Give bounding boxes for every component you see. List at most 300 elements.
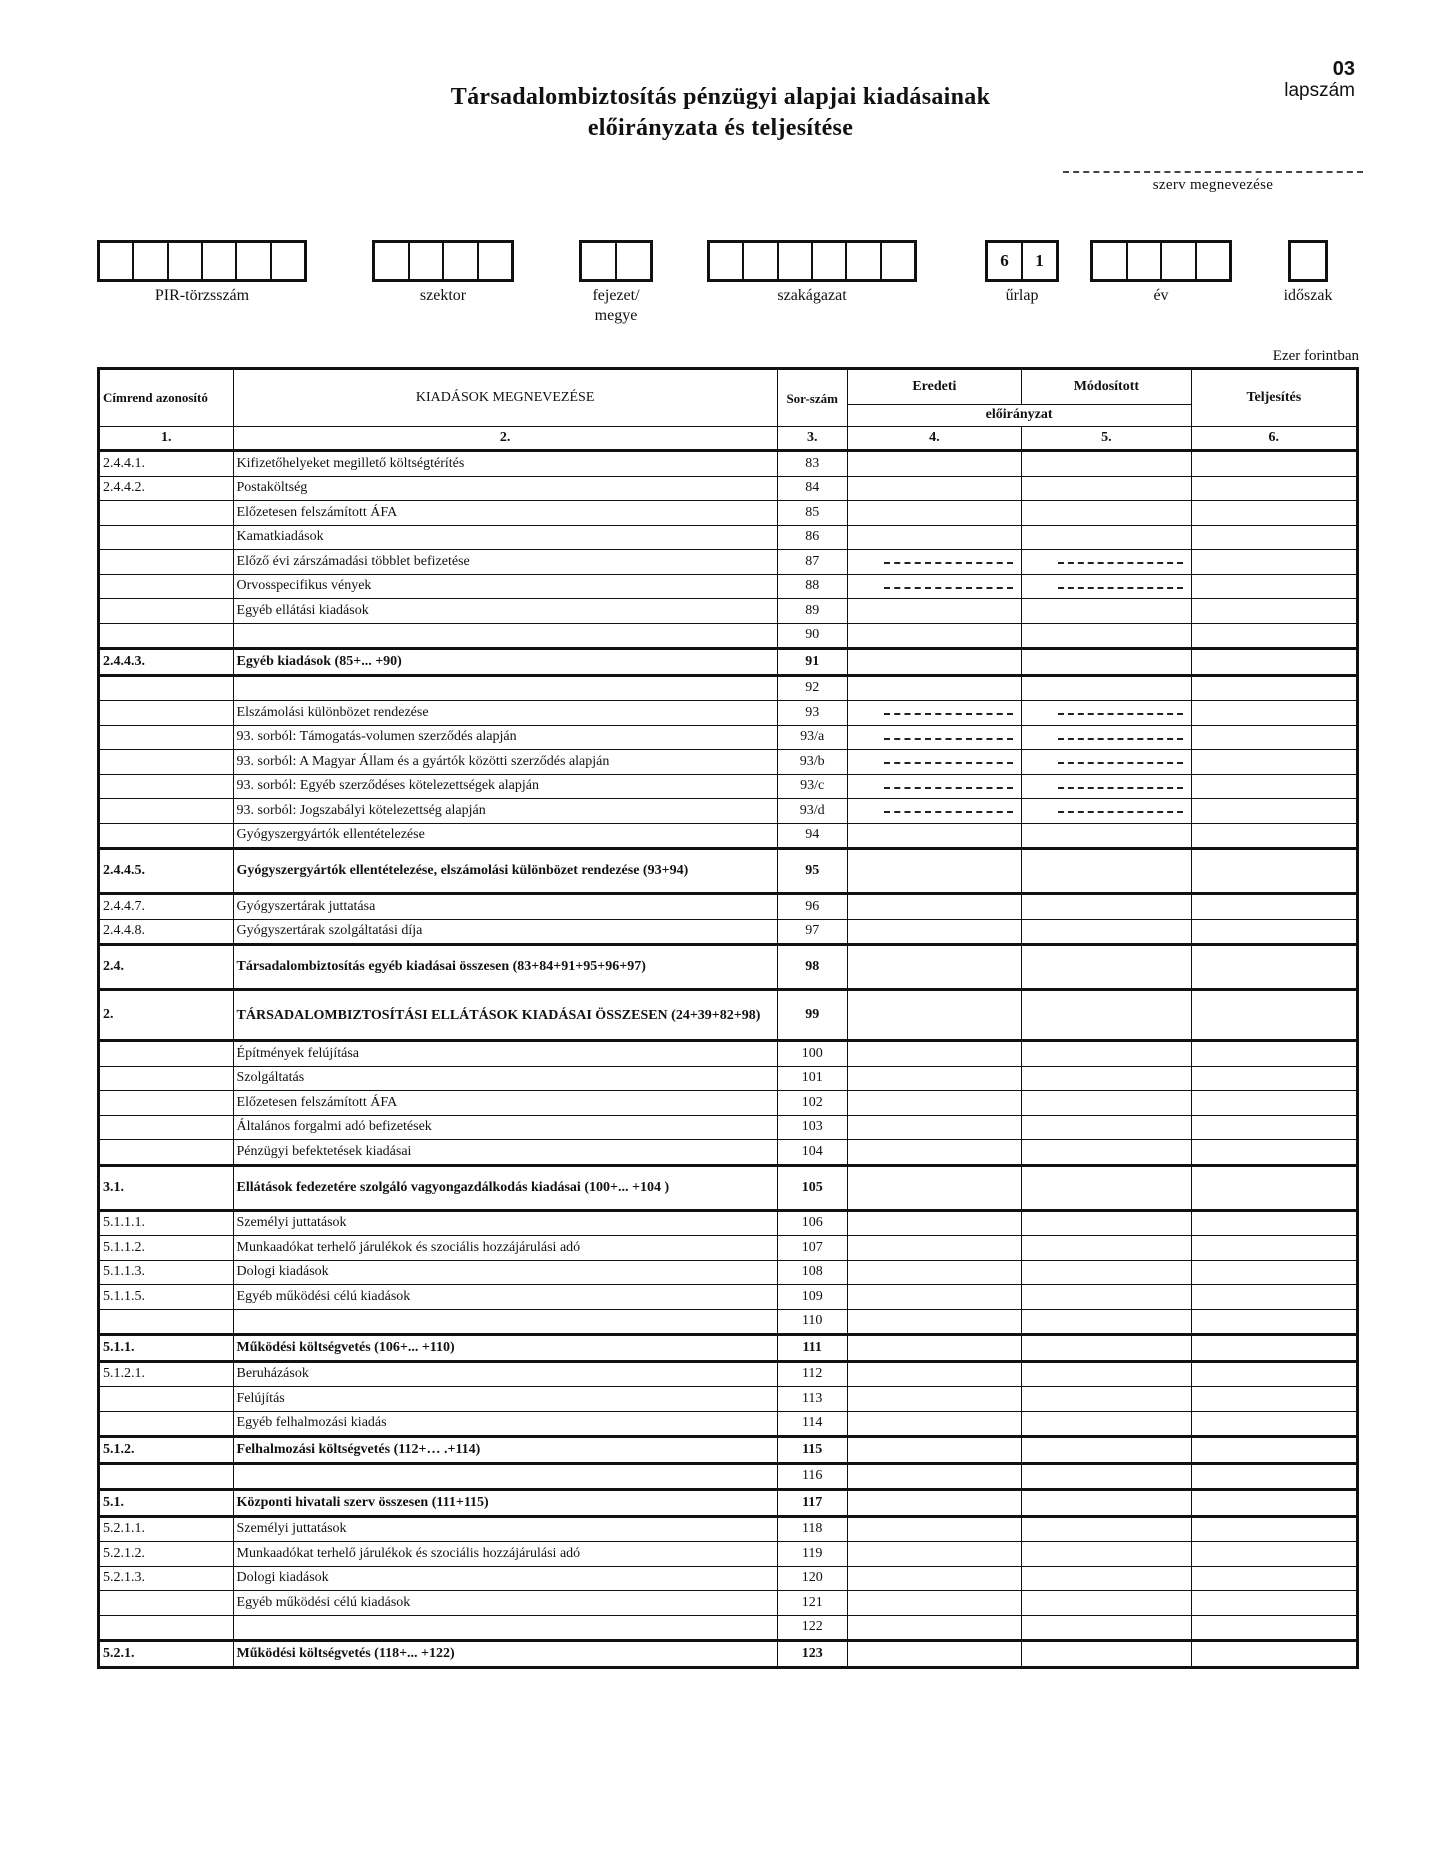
table-row: [99, 649, 1358, 676]
fulfilment-value-cell[interactable]: [1191, 1490, 1357, 1517]
fulfilment-value-cell[interactable]: [1191, 1165, 1357, 1210]
table-row: [99, 1641, 1358, 1668]
digit-box[interactable]: [1093, 243, 1126, 279]
row-id: [99, 1615, 234, 1641]
row-number: 93/d: [777, 799, 847, 824]
original-value-cell[interactable]: [847, 1387, 1022, 1412]
header-col-id: Címrend azonosító: [99, 369, 234, 427]
column-number: 5.: [1022, 427, 1191, 451]
fulfilment-value-cell[interactable]: [1191, 501, 1357, 526]
modified-value-cell[interactable]: [1022, 1335, 1191, 1362]
original-value-cell[interactable]: [847, 1516, 1022, 1542]
row-name: Egyéb működési célú kiadások: [233, 1591, 777, 1616]
table-row: [99, 1361, 1358, 1387]
table-row: [99, 1115, 1358, 1140]
modified-value-cell: [1022, 725, 1191, 750]
modified-value-cell: [1022, 550, 1191, 575]
modified-value-cell[interactable]: [1022, 1041, 1191, 1067]
row-name: Működési költségvetés (106+... +110): [233, 1335, 777, 1362]
row-name: Dologi kiadások: [233, 1260, 777, 1285]
row-id: [99, 1041, 234, 1067]
fulfilment-value-cell[interactable]: [1191, 1361, 1357, 1387]
modified-value-cell[interactable]: [1022, 599, 1191, 624]
original-value-cell[interactable]: [847, 623, 1022, 649]
row-id: 5.2.1.1.: [99, 1516, 234, 1542]
fulfilment-value-cell[interactable]: [1191, 574, 1357, 599]
fulfilment-value-cell[interactable]: [1191, 1236, 1357, 1261]
original-value-cell: [847, 774, 1022, 799]
fulfilment-value-cell[interactable]: [1191, 823, 1357, 849]
chapter-boxes[interactable]: [579, 240, 653, 282]
modified-value-cell[interactable]: [1022, 1490, 1191, 1517]
original-value-cell[interactable]: [847, 1591, 1022, 1616]
row-id: 2.4.: [99, 945, 234, 990]
organization-name-field[interactable]: [1063, 171, 1363, 194]
row-id: 5.2.1.3.: [99, 1566, 234, 1591]
table-row: [99, 1566, 1358, 1591]
table-row: [99, 701, 1358, 726]
column-number: 3.: [777, 427, 847, 451]
modified-value-cell: [1022, 750, 1191, 775]
row-number: 96: [777, 894, 847, 920]
table-row: [99, 675, 1358, 701]
modified-value-cell[interactable]: [1022, 623, 1191, 649]
column-number: 2.: [233, 427, 777, 451]
row-id: [99, 599, 234, 624]
original-value-cell[interactable]: [847, 919, 1022, 945]
original-value-cell[interactable]: [847, 945, 1022, 990]
row-id: [99, 1463, 234, 1490]
digit-box[interactable]: [845, 243, 879, 279]
modified-value-cell[interactable]: [1022, 1066, 1191, 1091]
original-value-cell[interactable]: [847, 1411, 1022, 1437]
original-value-cell[interactable]: [847, 501, 1022, 526]
row-name: [233, 1615, 777, 1641]
row-number: 118: [777, 1516, 847, 1542]
fulfilment-value-cell[interactable]: [1191, 525, 1357, 550]
fulfilment-value-cell[interactable]: [1191, 894, 1357, 920]
digit-box[interactable]: [132, 243, 166, 279]
row-number: 115: [777, 1437, 847, 1464]
identifier-row: [0, 240, 1441, 330]
digit-box[interactable]: [442, 243, 477, 279]
year-boxes[interactable]: [1090, 240, 1232, 282]
row-name: Felújítás: [233, 1387, 777, 1412]
modified-value-cell[interactable]: [1022, 525, 1191, 550]
fulfilment-value-cell[interactable]: [1191, 550, 1357, 575]
row-number: 104: [777, 1140, 847, 1166]
digit-box[interactable]: [375, 243, 408, 279]
table-row: [99, 1309, 1358, 1335]
original-value-cell[interactable]: [847, 476, 1022, 501]
row-id: [99, 525, 234, 550]
row-name: Elszámolási különbözet rendezése: [233, 701, 777, 726]
row-id: 5.1.1.5.: [99, 1285, 234, 1310]
column-number: 6.: [1191, 427, 1357, 451]
row-id: [99, 701, 234, 726]
modified-value-cell[interactable]: [1022, 649, 1191, 676]
row-id: [99, 1591, 234, 1616]
original-value-cell[interactable]: [847, 1437, 1022, 1464]
row-id: [99, 823, 234, 849]
period-boxes[interactable]: [1288, 240, 1328, 282]
modified-value-cell[interactable]: [1022, 501, 1191, 526]
modified-value-cell[interactable]: [1022, 990, 1191, 1041]
row-number: 109: [777, 1285, 847, 1310]
row-name: Általános forgalmi adó befizetések: [233, 1115, 777, 1140]
fulfilment-value-cell[interactable]: [1191, 1260, 1357, 1285]
fulfilment-value-cell[interactable]: [1191, 990, 1357, 1041]
modified-value-cell[interactable]: [1022, 945, 1191, 990]
row-number: 93/a: [777, 725, 847, 750]
title-line-1: Társadalombiztosítás pénzügyi alapjai kiadásainak: [450, 84, 991, 110]
row-id: 2.4.4.7.: [99, 894, 234, 920]
modified-value-cell[interactable]: [1022, 1566, 1191, 1591]
original-value-cell[interactable]: [847, 599, 1022, 624]
modified-value-cell[interactable]: [1022, 1641, 1191, 1668]
fulfilment-value-cell[interactable]: [1191, 1285, 1357, 1310]
modified-value-cell[interactable]: [1022, 1542, 1191, 1567]
branch-label: szakágazat: [777, 287, 847, 304]
original-value-cell[interactable]: [847, 1641, 1022, 1668]
modified-value-cell[interactable]: [1022, 894, 1191, 920]
fulfilment-value-cell[interactable]: [1191, 1091, 1357, 1116]
fulfilment-value-cell[interactable]: [1191, 1210, 1357, 1236]
original-value-cell[interactable]: [847, 451, 1022, 477]
fulfilment-value-cell[interactable]: [1191, 476, 1357, 501]
sector-boxes[interactable]: [372, 240, 514, 282]
row-number: 116: [777, 1463, 847, 1490]
original-value-cell[interactable]: [847, 1066, 1022, 1091]
header-col-fulfilment: Teljesítés: [1191, 369, 1357, 427]
digit-box[interactable]: [582, 243, 615, 279]
row-number: 94: [777, 823, 847, 849]
table-row: [99, 525, 1358, 550]
row-number: 122: [777, 1615, 847, 1641]
row-name: Társadalombiztosítás egyéb kiadásai összesen (83+84+91+95+96+97): [233, 945, 777, 990]
row-id: 5.1.2.1.: [99, 1361, 234, 1387]
expenditure-table: [97, 367, 1359, 1669]
table-row: [99, 750, 1358, 775]
table-row: [99, 1615, 1358, 1641]
row-name: Egyéb felhalmozási kiadás: [233, 1411, 777, 1437]
year-group: [1090, 240, 1232, 306]
fulfilment-value-cell[interactable]: [1191, 1463, 1357, 1490]
modified-value-cell[interactable]: [1022, 1463, 1191, 1490]
digit-box[interactable]: [167, 243, 201, 279]
row-number: 90: [777, 623, 847, 649]
row-name: Gyógyszergyártók ellentételezése: [233, 823, 777, 849]
row-id: [99, 750, 234, 775]
header-appropriation: előirányzat: [847, 404, 1191, 426]
original-value-cell[interactable]: [847, 1041, 1022, 1067]
modified-value-cell[interactable]: [1022, 1591, 1191, 1616]
digit-box[interactable]: [880, 243, 914, 279]
original-value-cell[interactable]: [847, 1236, 1022, 1261]
original-value-cell[interactable]: [847, 649, 1022, 676]
fulfilment-value-cell[interactable]: [1191, 1066, 1357, 1091]
fulfilment-value-cell[interactable]: [1191, 919, 1357, 945]
digit-box[interactable]: [235, 243, 269, 279]
row-name: Előző évi zárszámadási többlet befizetése: [233, 550, 777, 575]
row-id: [99, 550, 234, 575]
digit-box[interactable]: [201, 243, 235, 279]
row-name: Egyéb működési célú kiadások: [233, 1285, 777, 1310]
row-name: Beruházások: [233, 1361, 777, 1387]
row-number: 92: [777, 675, 847, 701]
row-id: [99, 1309, 234, 1335]
organization-name-line: [1063, 171, 1363, 173]
row-number: 119: [777, 1542, 847, 1567]
row-name: Munkaadókat terhelő járulékok és szociális hozzájárulási adó: [233, 1236, 777, 1261]
fulfilment-value-cell[interactable]: [1191, 1335, 1357, 1362]
pir-number-boxes[interactable]: [97, 240, 307, 282]
modified-value-cell[interactable]: [1022, 675, 1191, 701]
modified-value-cell[interactable]: [1022, 1115, 1191, 1140]
row-name: Építmények felújítása: [233, 1041, 777, 1067]
digit-box[interactable]: [615, 243, 650, 279]
modified-value-cell[interactable]: [1022, 1615, 1191, 1641]
digit-box[interactable]: [1160, 243, 1195, 279]
row-name: Működési költségvetés (118+... +122): [233, 1641, 777, 1668]
table-row: [99, 550, 1358, 575]
digit-box[interactable]: [710, 243, 742, 279]
fulfilment-value-cell[interactable]: [1191, 774, 1357, 799]
row-name: Előzetesen felszámított ÁFA: [233, 1091, 777, 1116]
table-row: [99, 501, 1358, 526]
fulfilment-value-cell[interactable]: [1191, 799, 1357, 824]
fulfilment-value-cell[interactable]: [1191, 1516, 1357, 1542]
row-id: [99, 501, 234, 526]
row-id: 2.: [99, 990, 234, 1041]
table-row: [99, 1041, 1358, 1067]
digit-box[interactable]: [270, 243, 304, 279]
original-value-cell[interactable]: [847, 1091, 1022, 1116]
modified-value-cell[interactable]: [1022, 1140, 1191, 1166]
fulfilment-value-cell[interactable]: [1191, 1542, 1357, 1567]
row-number: 89: [777, 599, 847, 624]
row-id: 5.1.1.: [99, 1335, 234, 1362]
row-name: TÁRSADALOMBIZTOSÍTÁSI ELLÁTÁSOK KIADÁSAI ÖSSZESEN (24+39+82+98): [233, 990, 777, 1041]
row-number: 112: [777, 1361, 847, 1387]
row-name: 93. sorból: Támogatás-volumen szerződés alapján: [233, 725, 777, 750]
modified-value-cell[interactable]: [1022, 1210, 1191, 1236]
fulfilment-value-cell[interactable]: [1191, 1115, 1357, 1140]
form-boxes: [985, 240, 1059, 282]
fulfilment-value-cell[interactable]: [1191, 849, 1357, 894]
original-value-cell[interactable]: [847, 1490, 1022, 1517]
fulfilment-value-cell[interactable]: [1191, 451, 1357, 477]
table-row: [99, 1490, 1358, 1517]
fulfilment-value-cell[interactable]: [1191, 1437, 1357, 1464]
digit-box[interactable]: [408, 243, 443, 279]
original-value-cell[interactable]: [847, 1542, 1022, 1567]
fulfilment-value-cell[interactable]: [1191, 750, 1357, 775]
digit-box[interactable]: [100, 243, 132, 279]
original-value-cell[interactable]: [847, 1309, 1022, 1335]
row-name: [233, 675, 777, 701]
modified-value-cell: [1022, 799, 1191, 824]
pir-number-group: [97, 240, 307, 306]
modified-value-cell[interactable]: [1022, 1361, 1191, 1387]
original-value-cell[interactable]: [847, 1566, 1022, 1591]
fulfilment-value-cell[interactable]: [1191, 725, 1357, 750]
branch-boxes[interactable]: [707, 240, 917, 282]
branch-group: [707, 240, 917, 306]
row-name: Munkaadókat terhelő járulékok és szociális hozzájárulási adó: [233, 1542, 777, 1567]
row-number: 121: [777, 1591, 847, 1616]
row-id: 5.1.1.2.: [99, 1236, 234, 1261]
original-value-cell[interactable]: [847, 675, 1022, 701]
original-value-cell[interactable]: [847, 1260, 1022, 1285]
modified-value-cell[interactable]: [1022, 849, 1191, 894]
original-value-cell[interactable]: [847, 1361, 1022, 1387]
fulfilment-value-cell[interactable]: [1191, 1591, 1357, 1616]
period-group: [1283, 240, 1333, 306]
fulfilment-value-cell[interactable]: [1191, 623, 1357, 649]
fulfilment-value-cell[interactable]: [1191, 701, 1357, 726]
row-number: 88: [777, 574, 847, 599]
modified-value-cell[interactable]: [1022, 919, 1191, 945]
original-value-cell[interactable]: [847, 1463, 1022, 1490]
modified-value-cell[interactable]: [1022, 1091, 1191, 1116]
modified-value-cell[interactable]: [1022, 1285, 1191, 1310]
original-value-cell[interactable]: [847, 1615, 1022, 1641]
digit-box[interactable]: [742, 243, 776, 279]
row-name: Dologi kiadások: [233, 1566, 777, 1591]
table-row: [99, 774, 1358, 799]
title-line-2: előirányzata és teljesítése: [587, 115, 854, 141]
table-row: [99, 1437, 1358, 1464]
digit-box[interactable]: [811, 243, 845, 279]
digit-box[interactable]: [777, 243, 811, 279]
chapter-group: [579, 240, 653, 326]
row-number: 93/c: [777, 774, 847, 799]
row-id: 2.4.4.1.: [99, 451, 234, 477]
row-number: 113: [777, 1387, 847, 1412]
fulfilment-value-cell[interactable]: [1191, 945, 1357, 990]
fulfilment-value-cell[interactable]: [1191, 1041, 1357, 1067]
modified-value-cell[interactable]: [1022, 1387, 1191, 1412]
row-number: 114: [777, 1411, 847, 1437]
modified-value-cell[interactable]: [1022, 823, 1191, 849]
row-name: Szolgáltatás: [233, 1066, 777, 1091]
modified-value-cell[interactable]: [1022, 476, 1191, 501]
sector-label: szektor: [419, 287, 467, 304]
row-id: 2.4.4.5.: [99, 849, 234, 894]
row-number: 108: [777, 1260, 847, 1285]
row-number: 120: [777, 1566, 847, 1591]
row-name: [233, 623, 777, 649]
digit-box[interactable]: [1126, 243, 1161, 279]
original-value-cell: [847, 574, 1022, 599]
fulfilment-value-cell[interactable]: [1191, 1140, 1357, 1166]
modified-value-cell[interactable]: [1022, 1165, 1191, 1210]
original-value-cell[interactable]: [847, 525, 1022, 550]
table-row: [99, 1335, 1358, 1362]
original-value-cell[interactable]: [847, 849, 1022, 894]
modified-value-cell[interactable]: [1022, 1236, 1191, 1261]
page-number-label: lapszám: [1284, 80, 1355, 101]
page-number-value: 03: [1332, 58, 1355, 80]
row-number: 106: [777, 1210, 847, 1236]
row-name: [233, 1463, 777, 1490]
row-number: 103: [777, 1115, 847, 1140]
original-value-cell[interactable]: [847, 1140, 1022, 1166]
fulfilment-value-cell[interactable]: [1191, 599, 1357, 624]
fulfilment-value-cell[interactable]: [1191, 675, 1357, 701]
header-col-name: KIADÁSOK MEGNEVEZÉSE: [233, 369, 777, 427]
fulfilment-value-cell[interactable]: [1191, 1309, 1357, 1335]
modified-value-cell[interactable]: [1022, 451, 1191, 477]
row-id: 5.1.2.: [99, 1437, 234, 1464]
original-value-cell[interactable]: [847, 1210, 1022, 1236]
original-value-cell[interactable]: [847, 1335, 1022, 1362]
original-value-cell[interactable]: [847, 823, 1022, 849]
original-value-cell[interactable]: [847, 1165, 1022, 1210]
row-name: 93. sorból: Egyéb szerződéses kötelezettségek alapján: [233, 774, 777, 799]
row-id: [99, 1091, 234, 1116]
fulfilment-value-cell[interactable]: [1191, 1411, 1357, 1437]
table-row: [99, 1260, 1358, 1285]
row-number: 95: [777, 849, 847, 894]
form-label: űrlap: [1005, 287, 1039, 304]
fulfilment-value-cell[interactable]: [1191, 1566, 1357, 1591]
header-col-rownum: Sor-szám: [777, 369, 847, 427]
row-name: Postaköltség: [233, 476, 777, 501]
original-value-cell[interactable]: [847, 1115, 1022, 1140]
fulfilment-value-cell[interactable]: [1191, 1641, 1357, 1668]
row-name: Egyéb kiadások (85+... +90): [233, 649, 777, 676]
table-row: [99, 1210, 1358, 1236]
column-number: 4.: [847, 427, 1022, 451]
row-name: Felhalmozási költségvetés (112+… .+114): [233, 1437, 777, 1464]
row-name: [233, 1309, 777, 1335]
digit-box[interactable]: [1195, 243, 1230, 279]
modified-value-cell[interactable]: [1022, 1516, 1191, 1542]
modified-value-cell[interactable]: [1022, 1309, 1191, 1335]
row-id: [99, 1411, 234, 1437]
original-value-cell[interactable]: [847, 990, 1022, 1041]
digit-box[interactable]: [477, 243, 512, 279]
header-col-original: Eredeti: [847, 369, 1022, 405]
table-row: [99, 1165, 1358, 1210]
table-row: [99, 990, 1358, 1041]
row-number: 85: [777, 501, 847, 526]
row-name: Ellátások fedezetére szolgáló vagyongazdálkodás kiadásai (100+... +104 ): [233, 1165, 777, 1210]
modified-value-cell[interactable]: [1022, 1260, 1191, 1285]
row-id: [99, 574, 234, 599]
digit-box[interactable]: [1291, 243, 1325, 279]
row-name: Kamatkiadások: [233, 525, 777, 550]
original-value-cell: [847, 701, 1022, 726]
row-name: Személyi juttatások: [233, 1516, 777, 1542]
row-id: [99, 1115, 234, 1140]
row-name: Előzetesen felszámított ÁFA: [233, 501, 777, 526]
fulfilment-value-cell[interactable]: [1191, 649, 1357, 676]
fulfilment-value-cell[interactable]: [1191, 1387, 1357, 1412]
modified-value-cell[interactable]: [1022, 1437, 1191, 1464]
row-id: [99, 1387, 234, 1412]
form-digit: 1: [1021, 243, 1056, 279]
modified-value-cell[interactable]: [1022, 1411, 1191, 1437]
table-row: [99, 599, 1358, 624]
original-value-cell[interactable]: [847, 1285, 1022, 1310]
row-id: 2.4.4.3.: [99, 649, 234, 676]
original-value-cell[interactable]: [847, 894, 1022, 920]
unit-label: Ezer forintban: [1272, 348, 1359, 364]
fulfilment-value-cell[interactable]: [1191, 1615, 1357, 1641]
